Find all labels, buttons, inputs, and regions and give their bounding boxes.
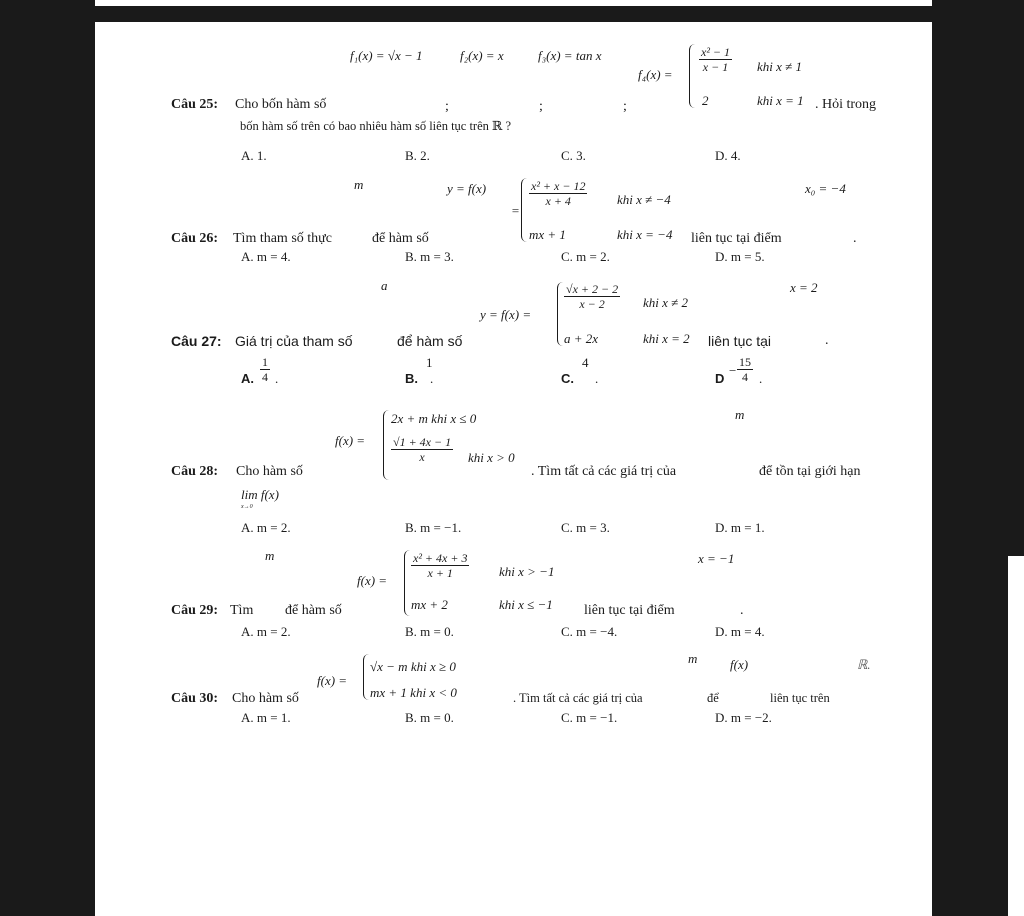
q26-text1: Tìm tham số thực: [233, 231, 332, 246]
q28-label: Câu 28:: [171, 464, 219, 479]
q26-case2-val: mx + 1: [529, 227, 566, 242]
document-page: [95, 22, 932, 916]
q27-text2: để hàm số: [397, 333, 463, 349]
q27-param: a: [381, 278, 388, 293]
q26-case1-fraction: [529, 180, 587, 207]
q30-answer-a: A. m = 1.: [241, 710, 291, 725]
q25-f4-case1-cond: khi x ≠ 1: [757, 59, 803, 74]
q27-den: x − 2: [579, 297, 605, 311]
q27-answer-c-letter: C.: [561, 371, 574, 386]
q27-case2-val: a + 2x: [564, 331, 599, 346]
q28-text3: để tồn tại giới hạn: [759, 464, 861, 479]
q25-f4-case2-val: 2: [702, 93, 709, 108]
q27-label: Câu 27:: [171, 333, 222, 349]
q25-answer-d: D. 4.: [715, 148, 741, 163]
q28-lhs: f(x) =: [335, 433, 366, 448]
q30-case2: mx + 1 khi x < 0: [370, 685, 457, 700]
q28-answer-b: B. m = −1.: [405, 520, 462, 535]
q26-answer-b: B. m = 3.: [405, 249, 454, 264]
q27-text3: liên tục tại: [708, 333, 772, 349]
q29-point: x = −1: [698, 551, 735, 566]
q30-case1: √x − m khi x ≥ 0: [370, 659, 456, 674]
q26-num: x² + x − 12: [531, 179, 586, 193]
q28-den: x: [419, 450, 425, 464]
q26-label: Câu 26:: [171, 231, 219, 246]
q26-text3: liên tục tại điểm: [691, 231, 782, 246]
q26-lhs: y = f(x): [447, 181, 487, 196]
q25-f4-label: f₄(x) =: [638, 67, 673, 82]
q30-answer-b: B. m = 0.: [405, 710, 454, 725]
q29-case2-cond: khi x ≤ −1: [499, 597, 553, 612]
q29-case2-val: mx + 2: [411, 597, 448, 612]
q27-answer-c-num: 4: [582, 355, 589, 370]
q27-case1-cond: khi x ≠ 2: [643, 295, 689, 310]
q30-text2: . Tìm tất cả các giá trị của: [513, 691, 643, 705]
q30-func: f(x): [730, 657, 749, 672]
q30-text3: để: [707, 691, 719, 705]
q25-line2: bốn hàm số trên có bao nhiêu hàm số liên tục trên ℝ ?: [240, 119, 512, 133]
q29-answer-a: A. m = 2.: [241, 624, 291, 639]
q27-d-den: 4: [742, 370, 748, 384]
scrollbar[interactable]: [1008, 556, 1024, 916]
q28-brace: [383, 410, 390, 480]
q25-brace: [689, 44, 696, 108]
q28-param: m: [735, 407, 745, 422]
q29-answer-b: B. m = 0.: [405, 624, 454, 639]
q27-num: √x + 2 − 2: [566, 282, 619, 296]
q29-answer-d: D. m = 4.: [715, 624, 765, 639]
q27-answer-a-letter: A.: [241, 371, 254, 386]
q26-brace: [521, 178, 528, 242]
q27-answer-d-letter: D: [715, 371, 725, 386]
q28-answer-d: D. m = 1.: [715, 520, 765, 535]
q28-limit: lim f(x): [241, 487, 279, 502]
q26-eq: =: [511, 203, 520, 218]
q28-limit-sub: x→0: [241, 504, 253, 510]
q26-case1-cond: khi x ≠ −4: [617, 192, 671, 207]
q29-answer-c: C. m = −4.: [561, 624, 618, 639]
q27-answer-c-end: .: [595, 371, 599, 386]
q29-dot: .: [740, 603, 744, 618]
q25-f4-case1-fraction: [699, 46, 732, 73]
q25-f4-case2-cond: khi x = 1: [757, 93, 804, 108]
q25-after: . Hỏi trong: [815, 97, 877, 112]
q27-dot: .: [825, 333, 829, 348]
q30-set: ℝ.: [857, 657, 871, 672]
q29-label: Câu 29:: [171, 603, 219, 618]
q27-point: x = 2: [790, 280, 818, 295]
q30-text4: liên tục trên: [770, 691, 830, 705]
q29-param: m: [265, 548, 275, 563]
q29-brace: [404, 550, 411, 616]
q29-text3: liên tục tại điểm: [584, 603, 675, 618]
q27-case1-fraction: [564, 283, 620, 310]
q27-answer-d-end: .: [759, 371, 763, 386]
q25-answer-b: B. 2.: [405, 148, 430, 163]
q28-num: √1 + 4x − 1: [393, 435, 452, 449]
q30-text1: Cho hàm số: [232, 691, 299, 706]
q30-answer-c: C. m = −1.: [561, 710, 618, 725]
q26-case2-cond: khi x = −4: [617, 227, 673, 242]
q29-case1-cond: khi x > −1: [499, 564, 555, 579]
q29-num: x² + 4x + 3: [413, 551, 468, 565]
q26-point: x₀ = −4: [805, 181, 846, 196]
q26-text2: để hàm số: [372, 231, 429, 246]
q26-param: m: [354, 177, 364, 192]
q28-answer-c: C. m = 3.: [561, 520, 610, 535]
q29-case1-fraction: [411, 552, 469, 579]
q30-label: Câu 30:: [171, 691, 219, 706]
q30-answer-d: D. m = −2.: [715, 710, 772, 725]
q25-function-2: f₂(x) = x: [460, 48, 504, 63]
q25-f4-den: x − 1: [702, 60, 729, 74]
q26-answer-c: C. m = 2.: [561, 249, 610, 264]
q29-text2: để hàm số: [285, 603, 342, 618]
q30-brace: [363, 654, 370, 700]
q27-answer-d-fraction: [737, 356, 753, 383]
q26-dot: .: [853, 231, 857, 246]
q29-lhs: f(x) =: [357, 573, 388, 588]
q25-answer-c: C. 3.: [561, 148, 586, 163]
q27-text1: Giá trị của tham số: [235, 333, 353, 349]
q25-f4-num: x² − 1: [701, 45, 731, 59]
q25-text: Cho bốn hàm số: [235, 97, 327, 112]
q26-den: x + 4: [545, 194, 571, 208]
q27-lhs: y = f(x) =: [480, 307, 532, 322]
q26-answer-d: D. m = 5.: [715, 249, 765, 264]
q29-den: x + 1: [427, 566, 453, 580]
q27-a-den: 4: [262, 370, 268, 384]
q27-answer-b-letter: B.: [405, 371, 418, 386]
q27-answer-d-sign: −: [729, 363, 737, 378]
q25-answer-a: A. 1.: [241, 148, 267, 163]
q27-brace: [557, 282, 564, 346]
q27-case2-cond: khi x = 2: [643, 331, 690, 346]
q28-case2-fraction: [391, 436, 453, 463]
q28-text1: Cho hàm số: [236, 464, 303, 479]
q25-function-1: f₁(x) = √x − 1: [350, 48, 423, 63]
q25-sep-1: ;: [445, 99, 449, 114]
q27-d-num: 15: [739, 355, 751, 369]
previous-page-edge: [95, 0, 932, 6]
q28-case2-cond: khi x > 0: [468, 450, 515, 465]
q25-label: Câu 25:: [171, 97, 219, 112]
q29-text1: Tìm: [230, 603, 254, 618]
q28-answer-a: A. m = 2.: [241, 520, 291, 535]
q27-a-num: 1: [262, 355, 268, 369]
q28-case1: 2x + m khi x ≤ 0: [391, 411, 477, 426]
q30-param: m: [688, 651, 698, 666]
q27-answer-a-end: .: [275, 371, 279, 386]
q27-answer-a-fraction: [260, 356, 270, 383]
q25-sep-2: ;: [539, 99, 543, 114]
q28-text2: . Tìm tất cả các giá trị của: [531, 464, 677, 479]
q25-sep-3: ;: [623, 99, 627, 114]
q25-function-3: f₃(x) = tan x: [538, 48, 602, 63]
q30-lhs: f(x) =: [317, 673, 348, 688]
q27-answer-b-num: 1: [426, 355, 433, 370]
q26-answer-a: A. m = 4.: [241, 249, 291, 264]
q27-answer-b-end: .: [430, 371, 434, 386]
